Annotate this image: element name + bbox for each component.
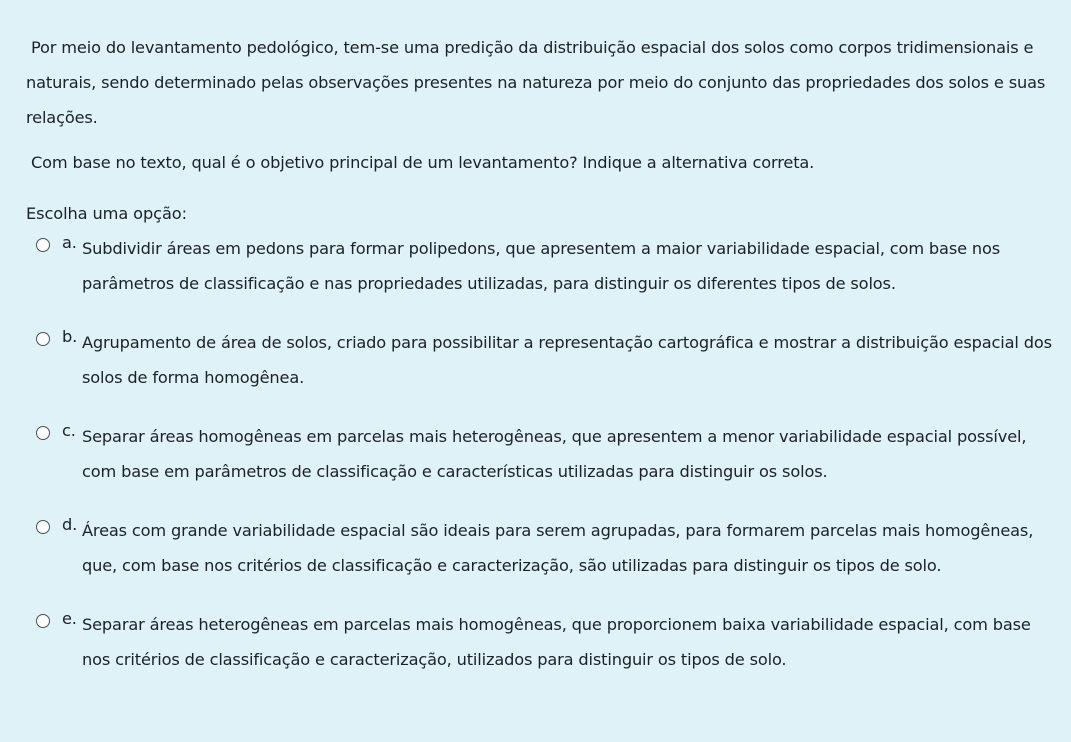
question-paragraph-1: Por meio do levantamento pedológico, tem-se uma predição da distribuição espacial dos solos como corpos tridimensionais e naturais, sendo determinado pelas observações presentes na natureza por meio do conjunto das propriedades dos solos e suas relações. <box>26 38 1046 127</box>
option-letter-a: a. <box>62 233 77 252</box>
option-letter-d: d. <box>62 515 78 534</box>
radio-button-d[interactable] <box>36 520 50 534</box>
option-letter-c: c. <box>62 421 76 440</box>
choose-option-prompt: Escolha uma opção: <box>26 204 187 223</box>
question-text <box>26 30 1051 180</box>
option-text-c: Separar áreas homogêneas em parcelas mais heterogêneas, que apresentem a menor variabilidade espacial possível, com base em parâmetros de classificação e características utilizadas para distinguir os solos. <box>82 427 1027 481</box>
option-letter-b: b. <box>62 327 78 346</box>
radio-button-c[interactable] <box>36 426 50 440</box>
option-text-e: Separar áreas heterogêneas em parcelas mais homogêneas, que proporcionem baixa variabilidade espacial, com base nos critérios de classificação e caracterização, utilizados para distinguir os tipos de solo. <box>82 615 1031 669</box>
option-letter-e: e. <box>62 609 77 628</box>
radio-button-b[interactable] <box>36 332 50 346</box>
question-paragraph-2: Com base no texto, qual é o objetivo principal de um levantamento? Indique a alternativa correta. <box>31 153 815 172</box>
answer-options <box>34 231 1054 677</box>
option-c[interactable] <box>34 419 1054 489</box>
radio-button-e[interactable] <box>36 614 50 628</box>
option-b[interactable] <box>34 325 1054 395</box>
option-d[interactable] <box>34 513 1054 583</box>
option-text-a: Subdividir áreas em pedons para formar polipedons, que apresentem a maior variabilidade espacial, com base nos parâmetros de classificação e nas propriedades utilizadas, para distinguir os diferentes tipos de solos. <box>82 239 1001 293</box>
option-text-d: Áreas com grande variabilidade espacial são ideais para serem agrupadas, para formarem parcelas mais homogêneas, que, com base nos critérios de classificação e caracterização, são utilizadas para distinguir os tipos de solo. <box>82 521 1034 575</box>
option-e[interactable] <box>34 607 1054 677</box>
radio-button-a[interactable] <box>36 238 50 252</box>
option-a[interactable] <box>34 231 1054 301</box>
option-text-b: Agrupamento de área de solos, criado para possibilitar a representação cartográfica e mostrar a distribuição espacial dos solos de forma homogênea. <box>82 333 1052 387</box>
